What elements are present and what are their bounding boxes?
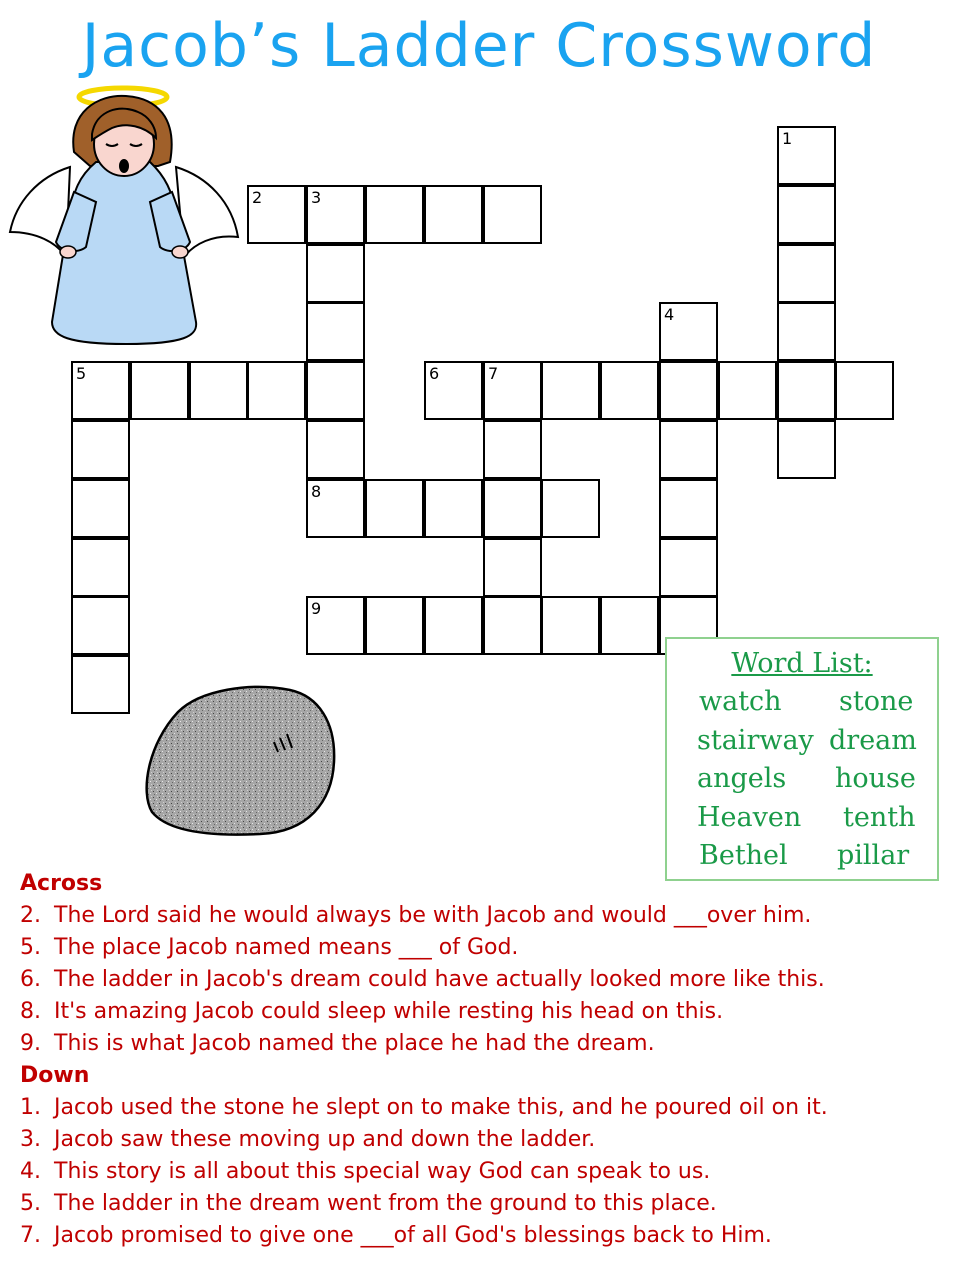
clue-number-label: 2 [252,188,263,207]
angel-icon [8,82,243,347]
crossword-cell[interactable] [483,538,542,597]
crossword-cell[interactable] [777,244,836,303]
word-list-item: house [835,763,916,794]
crossword-cell[interactable] [71,361,130,420]
across-heading: Across [20,871,103,896]
crossword-cell[interactable] [306,185,365,244]
down-clue [20,1220,940,1252]
across-clue [20,900,940,932]
word-list-item: tenth [843,802,916,833]
crossword-cell[interactable] [424,479,483,538]
crossword-cell[interactable] [483,185,542,244]
crossword-cell[interactable] [835,361,894,420]
clue-number: 3. [20,1127,41,1152]
clue-text: The place Jacob named means ___ of God. [54,935,519,960]
clue-number: 9. [20,1031,41,1056]
clue-number: 5. [20,1191,41,1216]
word-list-item: stone [839,686,914,717]
crossword-cell[interactable] [483,596,542,655]
down-clue [20,1092,940,1124]
down-clue [20,1124,940,1156]
clue-number-label: 5 [76,364,87,383]
across-clue [20,932,940,964]
crossword-cell[interactable] [306,361,365,420]
crossword-cell[interactable] [659,479,718,538]
crossword-cell[interactable] [777,361,836,420]
crossword-cell[interactable] [718,361,777,420]
crossword-cell[interactable] [71,596,130,655]
crossword-cell[interactable] [483,420,542,479]
across-clue [20,996,940,1028]
crossword-cell[interactable] [424,596,483,655]
clue-text: The ladder in the dream went from the ground to this place. [54,1191,717,1216]
crossword-cell[interactable] [541,361,600,420]
clue-number-label: 1 [782,129,793,148]
crossword-cell[interactable] [365,185,424,244]
clue-number-label: 9 [311,599,322,618]
crossword-cell[interactable] [306,479,365,538]
crossword-cell[interactable] [306,302,365,361]
word-list-item: Bethel [699,840,788,871]
word-list-title: Word List: [731,648,873,679]
clue-number: 1. [20,1095,41,1120]
clue-number-label: 7 [488,364,499,383]
crossword-cell[interactable] [659,420,718,479]
crossword-cell[interactable] [306,244,365,303]
clue-text: It's amazing Jacob could sleep while resting his head on this. [54,999,724,1024]
clue-number-label: 4 [664,305,675,324]
down-heading: Down [20,1063,90,1088]
clue-text: The ladder in Jacob's dream could have actually looked more like this. [54,967,825,992]
clue-number: 6. [20,967,41,992]
clue-text: The Lord said he would always be with Jacob and would ___over him. [54,903,812,928]
word-list-item: stairway [697,725,814,756]
clue-text: This is what Jacob named the place he had the dream. [54,1031,655,1056]
crossword-cell[interactable] [306,596,365,655]
clue-number: 2. [20,903,41,928]
clue-number: 8. [20,999,41,1024]
word-list-item: watch [699,686,782,717]
crossword-cell[interactable] [71,420,130,479]
crossword-cell[interactable] [189,361,248,420]
crossword-cell[interactable] [777,185,836,244]
clue-number: 7. [20,1223,41,1248]
crossword-cell[interactable] [365,479,424,538]
crossword-cell[interactable] [424,185,483,244]
crossword-cell[interactable] [541,596,600,655]
clue-text: This story is all about this special way God can speak to us. [54,1159,711,1184]
crossword-cell[interactable] [365,596,424,655]
word-list-item: pillar [837,840,910,871]
crossword-cell[interactable] [424,361,483,420]
word-list-item: dream [829,725,917,756]
crossword-cell[interactable] [71,479,130,538]
clue-text: Jacob saw these moving up and down the ladder. [54,1127,596,1152]
clue-number-label: 8 [311,482,322,501]
across-clue [20,1028,940,1060]
page-title: Jacob’s Ladder Crossword [81,11,877,81]
crossword-cell[interactable] [71,655,130,714]
word-list-item: angels [697,763,787,794]
across-clue [20,964,940,996]
crossword-cell[interactable] [659,361,718,420]
crossword-cell[interactable] [777,420,836,479]
down-clue [20,1188,940,1220]
clue-number: 4. [20,1159,41,1184]
rock-icon [140,682,340,842]
crossword-cell[interactable] [659,538,718,597]
crossword-cell[interactable] [483,479,542,538]
clue-number: 5. [20,935,41,960]
clue-number-label: 3 [311,188,322,207]
crossword-cell[interactable] [247,185,306,244]
down-clue [20,1156,940,1188]
clue-text: Jacob promised to give one ___of all God's blessings back to Him. [54,1223,772,1248]
crossword-cell[interactable] [659,302,718,361]
clues-section [20,868,940,1252]
crossword-cell[interactable] [777,126,836,185]
crossword-cell[interactable] [306,420,365,479]
crossword-cell[interactable] [541,479,600,538]
crossword-cell[interactable] [777,302,836,361]
word-list-item: Heaven [697,802,802,833]
crossword-cell[interactable] [483,361,542,420]
word-list [665,637,939,881]
crossword-cell[interactable] [71,538,130,597]
crossword-cell[interactable] [600,596,659,655]
clue-text: Jacob used the stone he slept on to make this, and he poured oil on it. [54,1095,828,1120]
clue-number-label: 6 [429,364,440,383]
crossword-cell[interactable] [247,361,306,420]
crossword-cell[interactable] [600,361,659,420]
crossword-cell[interactable] [130,361,189,420]
